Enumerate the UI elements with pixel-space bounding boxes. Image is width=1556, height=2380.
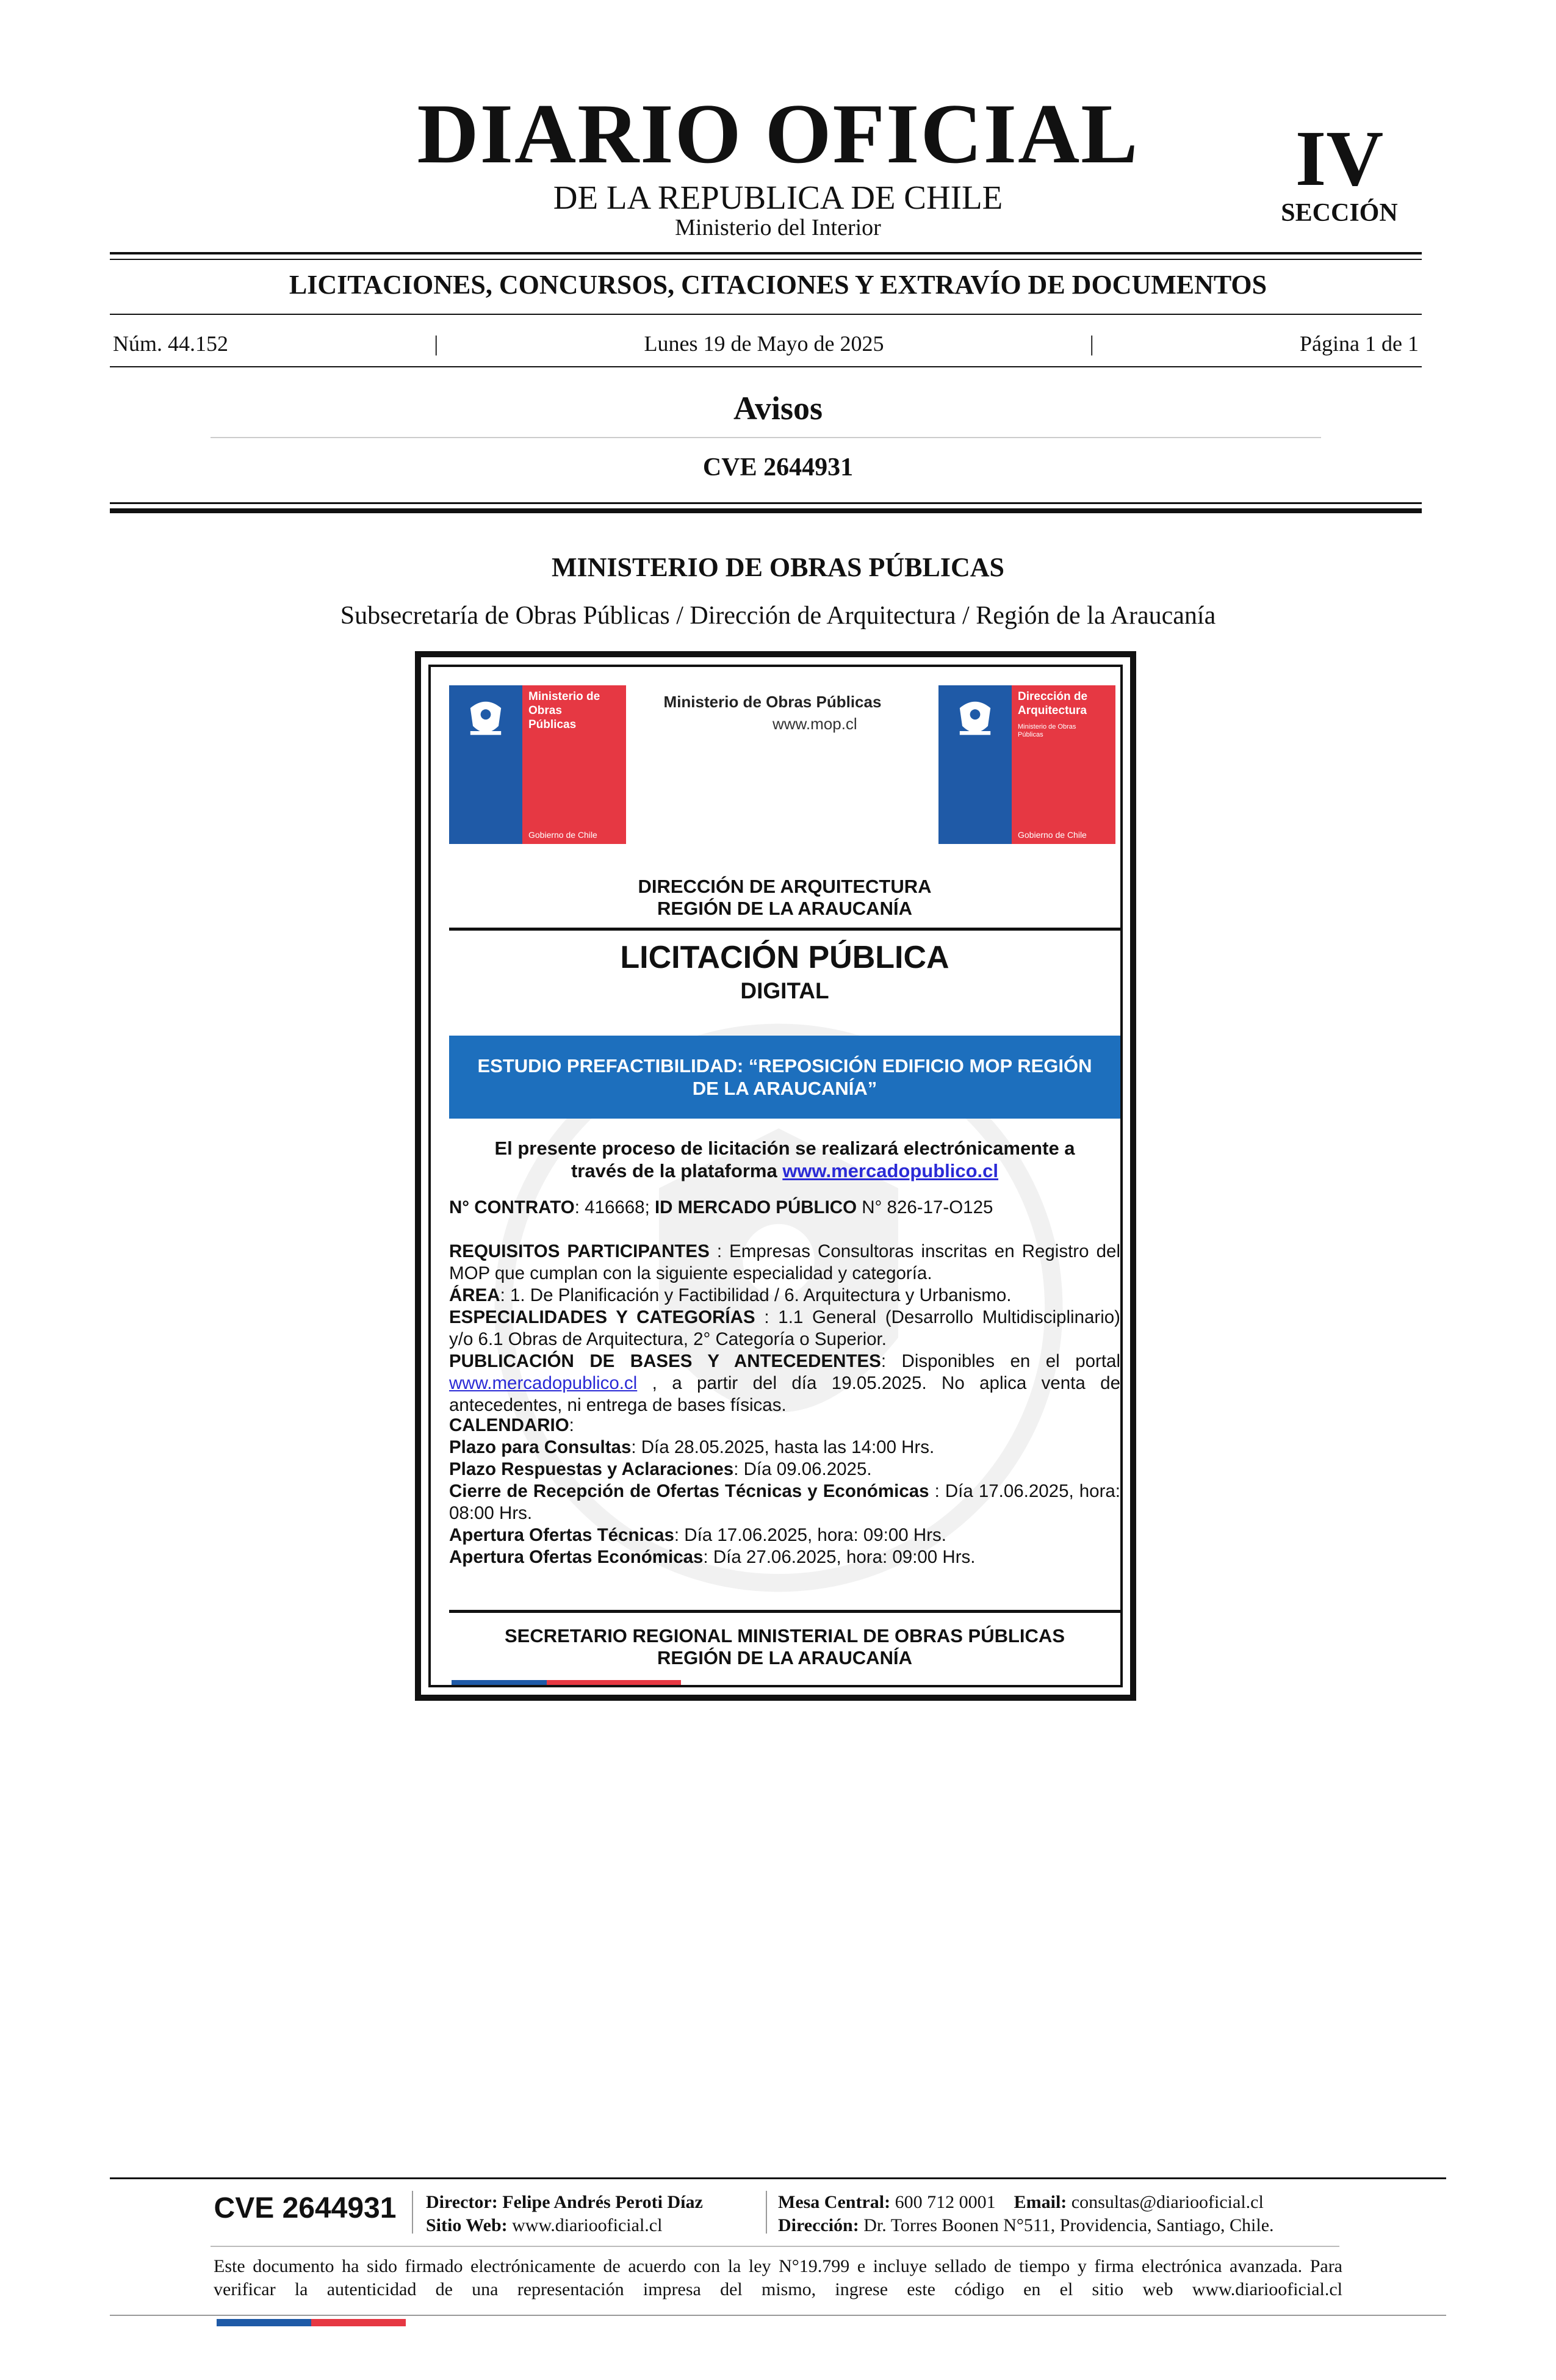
calendar-item-label: Plazo Respuestas y Aclaraciones [449, 1459, 734, 1479]
project-banner [449, 1036, 1120, 1119]
issue-number: Núm. 44.152 [113, 331, 228, 356]
publicacion-label: PUBLICACIÓN DE BASES Y ANTECEDENTES [449, 1351, 881, 1371]
logo-footer-text: Gobierno de Chile [1018, 830, 1087, 840]
notice-divider [449, 928, 1120, 931]
tender-subtitle: DIGITAL [740, 978, 829, 1003]
contract-line [449, 1197, 1120, 1219]
ministry-heading: MINISTERIO DE OBRAS PÚBLICAS [551, 552, 1005, 582]
direction-name: DIRECCIÓN DE ARQUITECTURA [638, 876, 932, 897]
web-label: Sitio Web: [426, 2215, 508, 2235]
director-label: Director: [426, 2192, 498, 2212]
logo-text: Públicas [528, 718, 577, 731]
issue-rule-top [110, 314, 1422, 315]
header-rule [110, 252, 1422, 254]
mercadopublico-link[interactable]: www.mercadopublico.cl [782, 1160, 999, 1182]
crest-icon [949, 693, 1001, 744]
mercadopublico-link[interactable]: www.mercadopublico.cl [449, 1373, 638, 1393]
mop-name: Ministerio de Obras Públicas [663, 693, 882, 711]
calendar-heading-colon: : [569, 1415, 574, 1435]
process-statement [449, 1137, 1120, 1182]
flag-color-strip [452, 1680, 681, 1687]
header-rule [110, 259, 1422, 260]
logo-text: Arquitectura [1018, 704, 1087, 717]
masthead-title: DIARIO OFICIAL [417, 87, 1139, 181]
director-name: Felipe Andrés Peroti Díaz [502, 2192, 703, 2212]
contract-value: : 416668; [574, 1197, 650, 1217]
footer-contact-block [778, 2191, 1274, 2237]
contract-label: N° CONTRATO [449, 1197, 575, 1217]
avisos-heading: Avisos [733, 390, 823, 427]
calendar-item-label: Apertura Ofertas Económicas [449, 1547, 704, 1567]
issue-separator: | [1089, 331, 1094, 356]
issue-rule-bottom [110, 366, 1422, 367]
calendar-item-text: : Día 09.06.2025. [733, 1459, 872, 1479]
cve-rule [110, 502, 1422, 504]
footer-rule-bottom [110, 2315, 1446, 2316]
issue-page: Página 1 de 1 [1300, 331, 1419, 356]
email-link[interactable]: consultas@diariooficial.cl [1071, 2192, 1264, 2212]
project-banner-text: DE LA ARAUCANÍA” [692, 1078, 877, 1099]
process-text: El presente proceso de licitación se realizará electrónicamente a [494, 1138, 1075, 1159]
mop-logo [449, 685, 626, 844]
direction-region: REGIÓN DE LA ARAUCANÍA [657, 898, 912, 919]
calendar-block [449, 1415, 1120, 1568]
issue-row [113, 333, 1419, 355]
calendar-item-text: : Día 28.05.2025, hasta las 14:00 Hrs. [631, 1437, 935, 1457]
calendar-item-label: Cierre de Recepción de Ofertas Técnicas y Económicas [449, 1481, 929, 1501]
web-link[interactable]: www.diariooficial.cl [512, 2215, 663, 2235]
logo-small-text: Ministerio de Obras [1018, 723, 1076, 730]
mop-url: www.mop.cl [773, 715, 857, 733]
mesa-label: Mesa Central: [778, 2192, 891, 2212]
email-label: Email: [1014, 2192, 1067, 2212]
issue-date: Lunes 19 de Mayo de 2025 [644, 331, 884, 356]
tender-notice [415, 651, 1136, 1701]
requisitos-label: REQUISITOS PARTICIPANTES [449, 1241, 710, 1261]
area-text: : 1. De Planificación y Factibilidad / 6. Arquitectura y Urbanismo. [500, 1285, 1012, 1305]
area-label: ÁREA [449, 1285, 500, 1305]
mercado-value: N° 826-17-O125 [862, 1197, 993, 1217]
footer-separator [412, 2191, 413, 2234]
masthead-ministry: Ministerio del Interior [675, 215, 881, 240]
project-banner-text: ESTUDIO PREFACTIBILIDAD: “REPOSICIÓN EDIFICIO MOP REGIÓN [477, 1055, 1092, 1076]
masthead-subtitle: DE LA REPUBLICA DE CHILE [553, 179, 1003, 216]
tender-notice-frame [428, 665, 1123, 1687]
crest-icon [460, 693, 511, 744]
section-label: SECCIÓN [1281, 199, 1398, 227]
footer-rule-top [110, 2177, 1446, 2179]
signature-note: Este documento ha sido firmado electrónicamente de acuerdo con la ley N°19.799 e incluye sellado de tiempo y firma electrónica avanzada. Para verificar la autenticidad de una representación impresa del mismo, ingrese este código en el sitio web www.diariooficial.cl [214, 2256, 1342, 2299]
issue-separator: | [434, 331, 439, 356]
direccion-label: Dirección: [778, 2215, 859, 2235]
section-heading: LICITACIONES, CONCURSOS, CITACIONES Y EXTRAVÍO DE DOCUMENTOS [289, 270, 1267, 300]
footer-director-block [426, 2191, 703, 2237]
footer-cve-code: CVE 2644931 [214, 2192, 397, 2224]
calendar-heading: CALENDARIO [449, 1415, 569, 1435]
publicacion-text: : Disponibles en el portal [881, 1351, 1121, 1371]
logo-text: Ministerio de [528, 690, 600, 703]
requirements-block [449, 1241, 1120, 1416]
signatory-title: SECRETARIO REGIONAL MINISTERIAL DE OBRAS PÚBLICAS [504, 1625, 1065, 1646]
direccion-value: Dr. Torres Boonen N°511, Providencia, Santiago, Chile. [863, 2215, 1274, 2235]
especialidades-text: : 1.1 General (Desarrollo Multidisciplinario) y/o 6.1 Obras de Arquitectura, 2° Categoría o Superior. [449, 1307, 1120, 1349]
process-text: través de la plataforma [571, 1160, 777, 1182]
signatory-region: REGIÓN DE LA ARAUCANÍA [657, 1647, 912, 1668]
mercado-label: ID MERCADO PÚBLICO [654, 1197, 857, 1217]
calendar-item-text: : Día 17.06.2025, hora: 09:00 Hrs. [674, 1525, 946, 1545]
logo-text: Obras [528, 704, 562, 717]
requisitos-text: : Empresas Consultoras inscritas en Registro del MOP que cumplan con la siguiente especialidad y categoría. [449, 1241, 1120, 1283]
publicacion-text: , a partir del día 19.05.2025. No aplica venta de antecedentes, ni entrega de bases físicas. [449, 1373, 1120, 1415]
cve-rule [110, 508, 1422, 513]
flag-color-strip [217, 2319, 406, 2326]
especialidades-label: ESPECIALIDADES Y CATEGORÍAS [449, 1307, 755, 1327]
section-number: IV [1295, 115, 1384, 203]
logo-text: Dirección de [1018, 690, 1088, 703]
notice-divider [449, 1610, 1120, 1613]
logo-footer-text: Gobierno de Chile [528, 830, 597, 840]
tender-title: LICITACIÓN PÚBLICA [620, 940, 949, 975]
calendar-item-label: Plazo para Consultas [449, 1437, 632, 1457]
logo-small-text: Públicas [1018, 731, 1043, 739]
arquitectura-logo [938, 685, 1115, 844]
footer-divider [211, 2246, 1339, 2247]
calendar-item-label: Apertura Ofertas Técnicas [449, 1525, 674, 1545]
avisos-divider [211, 437, 1321, 438]
calendar-item-text: : Día 17.06.2025, hora: 08:00 Hrs. [449, 1481, 1120, 1523]
mesa-value: 600 712 0001 [895, 2192, 996, 2212]
cve-code: CVE 2644931 [702, 453, 854, 481]
ministry-subheading: Subsecretaría de Obras Públicas / Dirección de Arquitectura / Región de la Araucanía [340, 602, 1216, 630]
footer-separator [766, 2191, 767, 2234]
calendar-item-text: : Día 27.06.2025, hora: 09:00 Hrs. [703, 1547, 976, 1567]
